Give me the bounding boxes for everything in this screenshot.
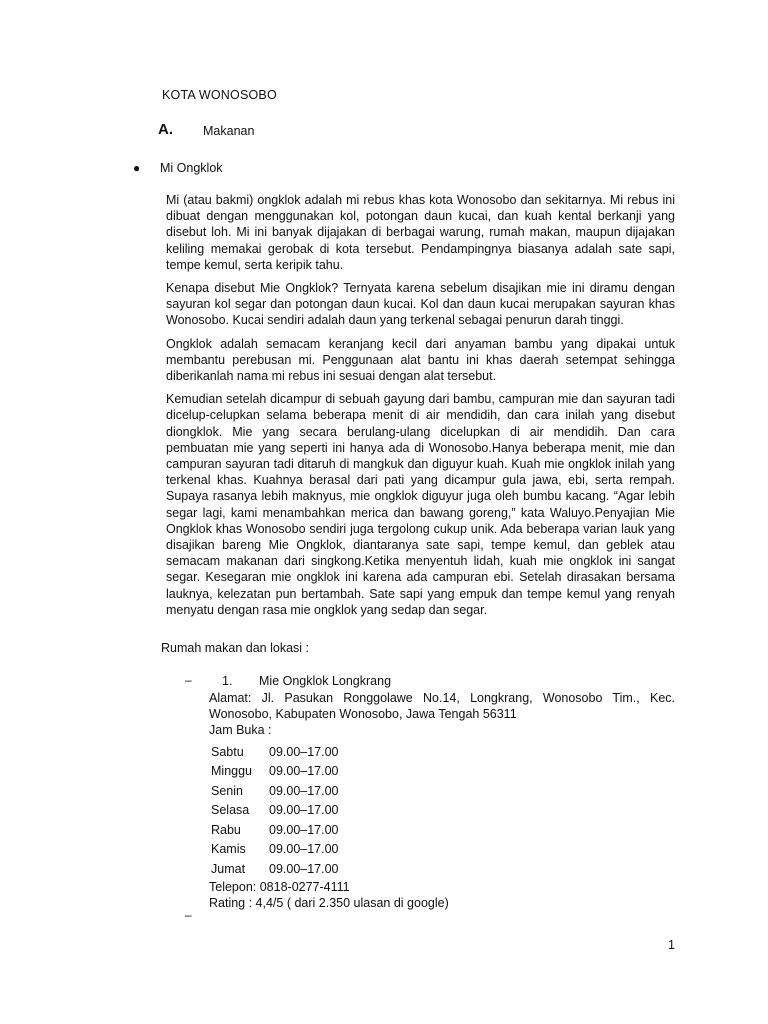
restaurant-number: 1. xyxy=(222,674,233,688)
hours-time: 09.00–17.00 xyxy=(269,842,339,857)
bullet-icon: ● xyxy=(133,161,141,175)
hours-row xyxy=(211,801,339,821)
restaurant-phone: Telepon: 0818-0277-4111 xyxy=(209,879,350,894)
hours-time: 09.00–17.00 xyxy=(269,744,339,759)
hours-time: 09.00–17.00 xyxy=(269,783,339,798)
hours-row xyxy=(211,840,339,860)
paragraph: Kemudian setelah dicampur di sebuah gayung dari bambu, campuran mie dan sayuran tadi dicelup-celupkan selama beberapa menit di air mendidih, dan cara inilah yang disebut diongklok. Mie yang secara berulang-ulang dicelupkan di air mendidih. Dan cara pembuatan mie yang seperti ini hanya ada di Wonosobo.Hanya beberapa menit, mie dan campuran sayuran tadi ditaruh di mangkuk dan diguyur kuah. Kuah mie ongklok inilah yang terkenal khas. Kuahnya berasal dari pati yang dicampur gula jawa, ebi, serta rempah. Supaya rasanya lebih maknyus, mie ongklok diguyur juga oleh bumbu kacang. “Agar lebih segar lagi, kami menambahkan merica dan bawang goreng,” kata Waluyo.Penyajian Mie Ongklok khas Wonosobo sendiri juga tergolong cukup unik. Ada beberapa varian lauk yang disajikan bareng Mie Ongklok, diantaranya sate sapi, tempe kemul, dan geblek atau semacam makanan dari singkong.Ketika menyentuh lidah, kuah mie ongklok ini sangat segar. Kesegaran mie ongklok ini karena ada campuran ebi. Setelah dirasakan bersama lauknya, kelezatan pun bertambah. Sate sapi yang empuk dan tempe kemul yang renyah menyatu dengan rasa mie ongklok yang sedap dan segar. xyxy=(166,392,675,617)
paragraph: Kenapa disebut Mie Ongklok? Ternyata karena sebelum disajikan mie ini diramu dengan sayuran kol segar dan potongan daun kucai. Kol dan daun kucai merupakan sayuran khas Wonosobo. Kucai sendiri adalah daun yang terkenal sebagai penurun darah tinggi. xyxy=(166,281,675,328)
restaurant-name: Mie Ongklok Longkrang xyxy=(259,674,392,688)
restaurant-rating: Rating : 4,4/5 ( dari 2.350 ulasan di google) xyxy=(209,895,449,910)
restaurant-heading xyxy=(209,674,391,688)
hours-row xyxy=(211,859,339,879)
hours-day: Minggu xyxy=(211,764,252,779)
hours-row xyxy=(211,781,339,801)
section-heading xyxy=(158,121,255,139)
hours-day: Senin xyxy=(211,783,243,798)
hours-row xyxy=(211,820,339,840)
section-name: Makanan xyxy=(203,124,255,138)
paragraph: Mi (atau bakmi) ongklok adalah mi rebus khas kota Wonosobo dan sekitarnya. Mi rebus ini dibuat dengan menggunakan kol, potongan daun kucai, dan kuah kental berkanji yang disebut loh. Mi ini banyak dijajakan di berbagai warung, rumah makan, maupun dijajakan keliling memakai gerobak di kota tersebut. Pendampingnya biasanya adalah sate sapi, tempe kemul, serta keripik tahu. xyxy=(166,193,675,272)
restaurant-address: Alamat: Jl. Pasukan Ronggolawe No.14, Longkrang, Wonosobo Tim., Kec. Wonosobo, Kabupaten Wonosobo, Jawa Tengah 56311 xyxy=(209,691,675,721)
hours-time: 09.00–17.00 xyxy=(269,822,339,837)
item-title: Mi Ongklok xyxy=(160,161,223,175)
hours-day: Selasa xyxy=(211,803,250,818)
hours-row xyxy=(211,742,339,762)
hours-time: 09.00–17.00 xyxy=(269,764,339,779)
hours-label: Jam Buka : xyxy=(209,723,272,737)
page-number: 1 xyxy=(668,938,675,952)
list-dash-icon: – xyxy=(185,673,192,687)
restaurants-label: Rumah makan dan lokasi : xyxy=(161,641,309,655)
restaurant-details xyxy=(209,690,675,911)
hours-time: 09.00–17.00 xyxy=(269,803,339,818)
section-letter: A. xyxy=(158,121,173,138)
opening-hours-table xyxy=(211,742,339,879)
hours-time: 09.00–17.00 xyxy=(269,861,339,876)
paragraph: Ongklok adalah semacam keranjang kecil dari anyaman bambu yang dipakai untuk membantu perebusan mi. Penggunaan alat bantu ini khas daerah setempat sehingga diberikanlah nama mi rebus ini sesuai dengan alat tersebut. xyxy=(166,336,675,384)
hours-day: Jumat xyxy=(211,861,246,876)
hours-day: Rabu xyxy=(211,822,241,837)
hours-day: Kamis xyxy=(211,842,246,857)
list-dash-icon: – xyxy=(185,908,192,922)
hours-row xyxy=(211,762,339,782)
document-title: KOTA WONOSOBO xyxy=(162,88,277,102)
hours-day: Sabtu xyxy=(211,744,244,759)
body-text xyxy=(166,192,675,625)
